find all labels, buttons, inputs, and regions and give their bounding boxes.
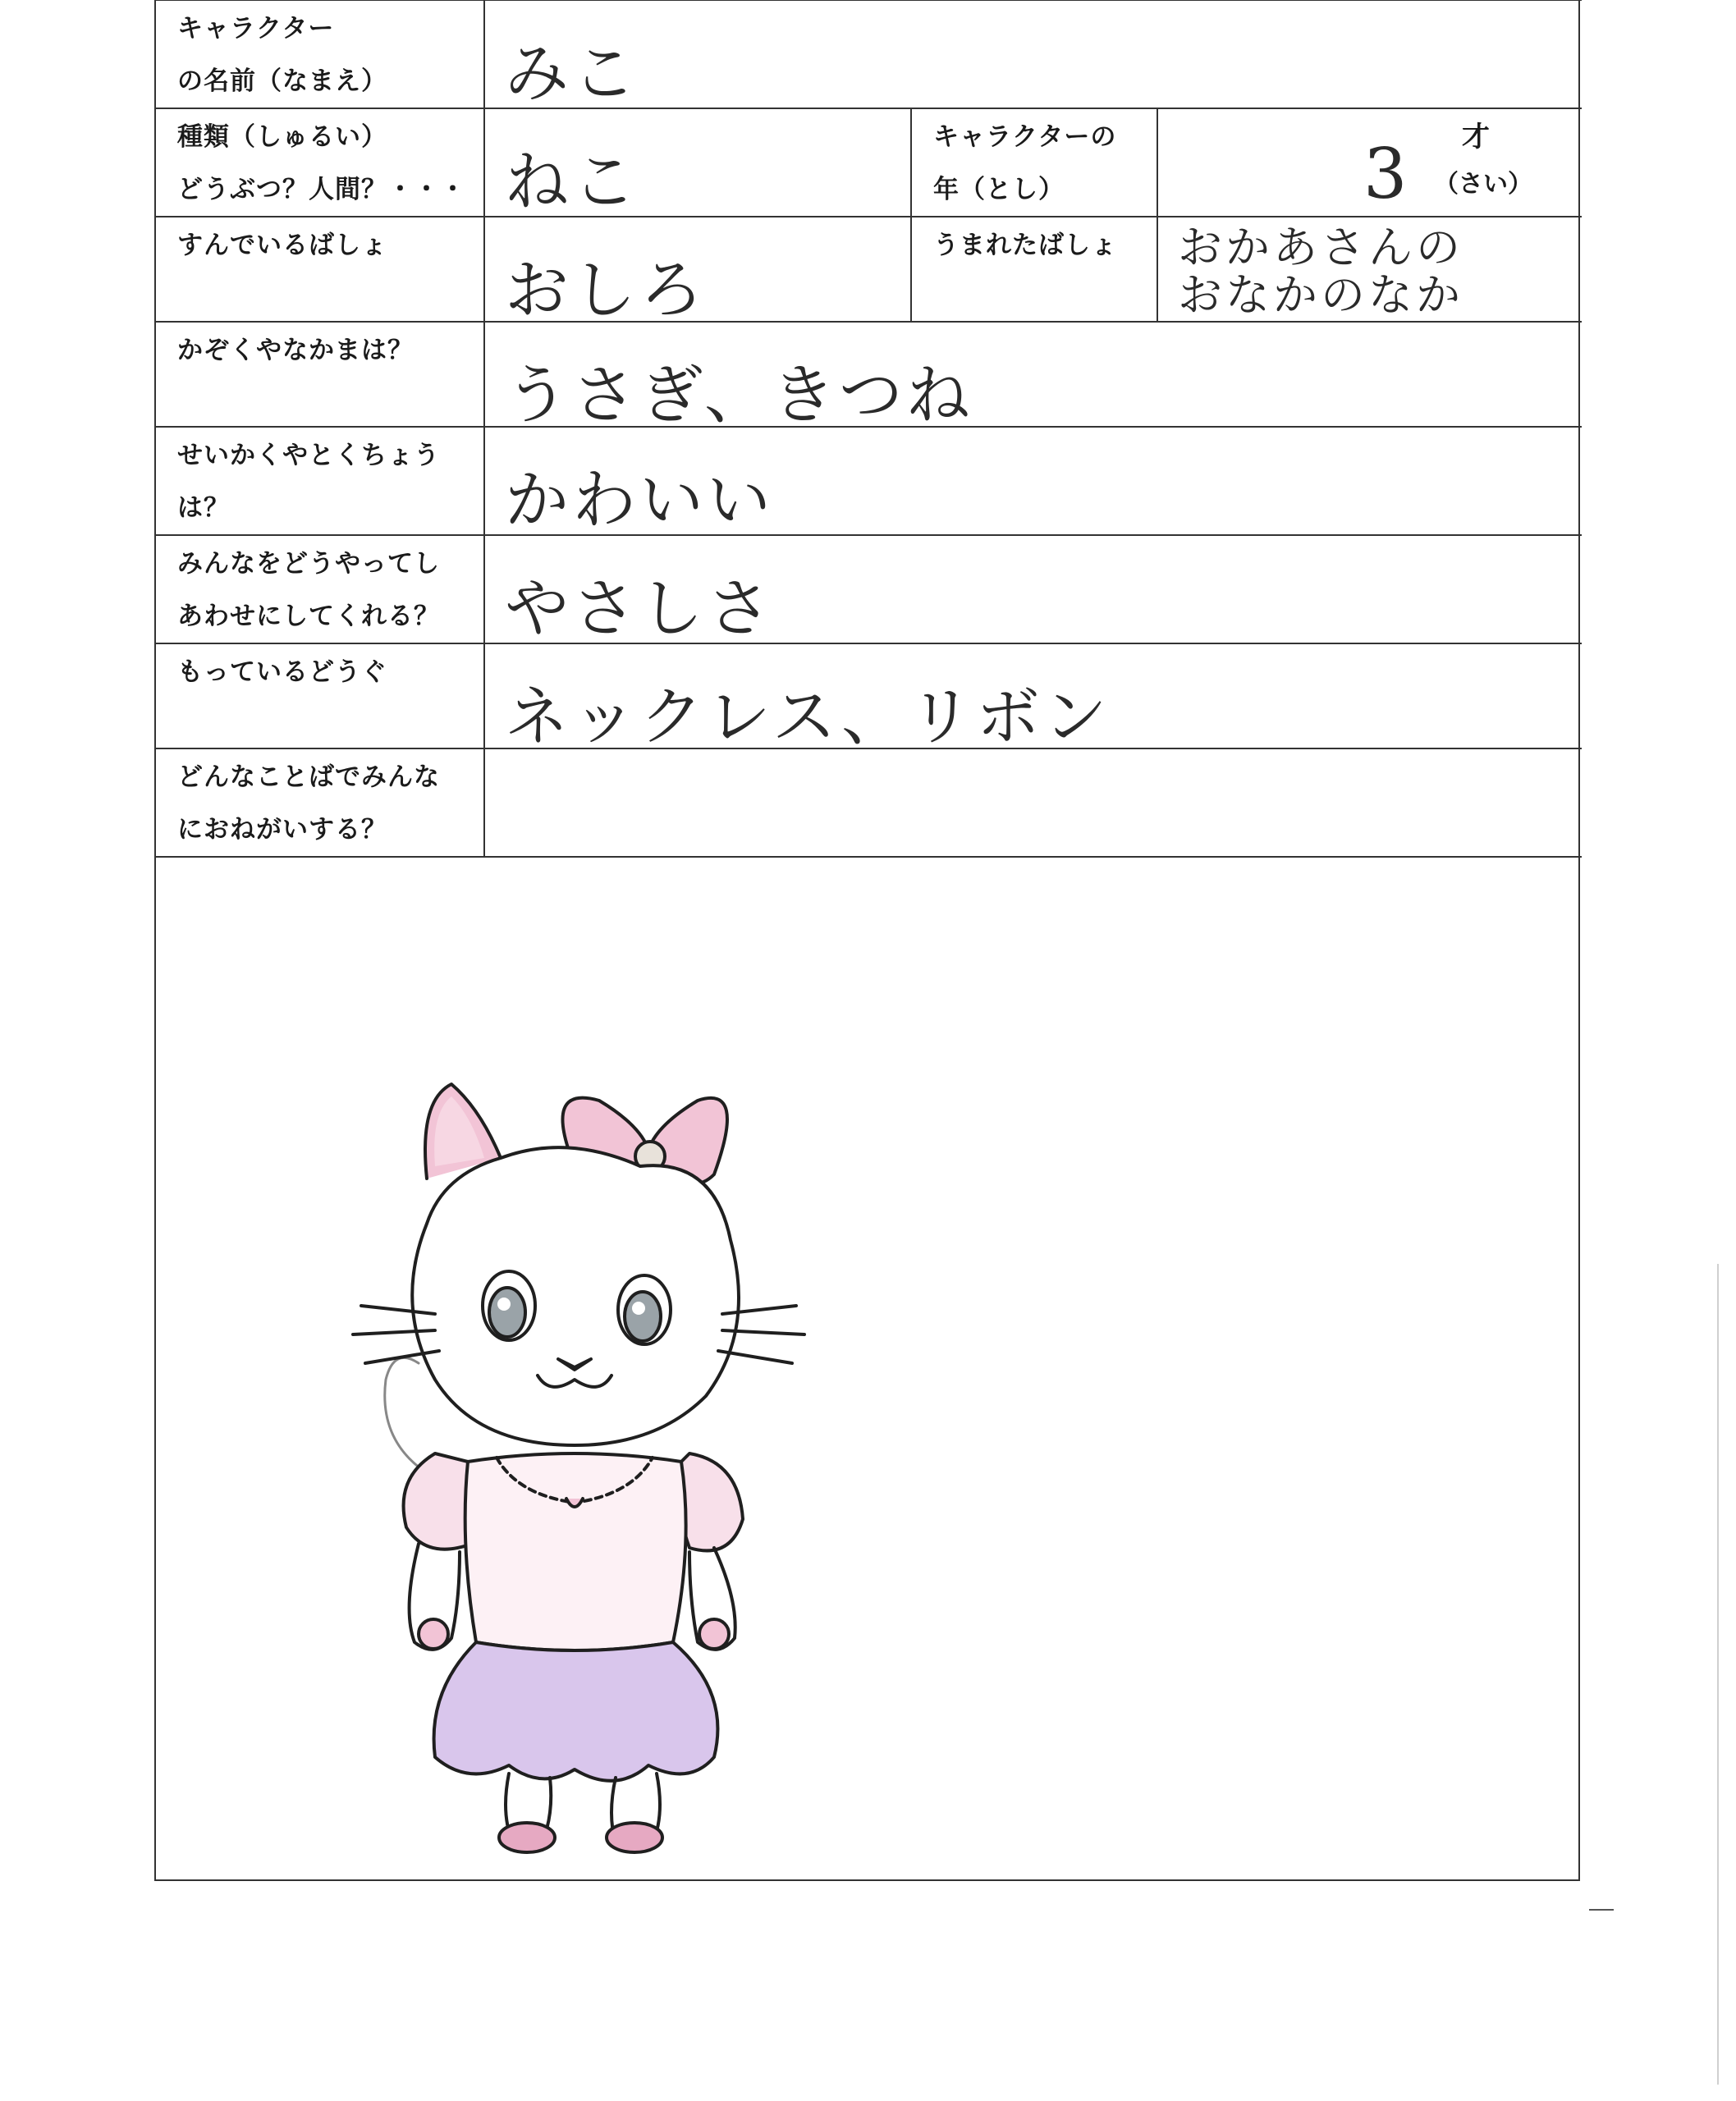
age-value: 3 [1363, 134, 1408, 214]
label-personality: せいかくやとくちょう は？ [177, 441, 440, 523]
scan-edge-line [1717, 1264, 1719, 2085]
form-row-family [156, 322, 1582, 427]
form-row-name [156, 1, 1582, 109]
answer-cell-happiness[interactable] [484, 535, 1582, 646]
answer-cell-residence[interactable] [484, 217, 911, 327]
answer-cell-age[interactable] [1157, 108, 1582, 217]
answer-cell-name[interactable] [484, 1, 1582, 109]
age-unit: 才 [1462, 121, 1490, 153]
drawing-area [156, 867, 1578, 1881]
label-age: キャラクターの 年（とし） [933, 122, 1117, 204]
character-worksheet [154, 0, 1580, 1881]
answer-happiness: やさしさ [505, 572, 775, 646]
label-cell-age [911, 108, 1157, 217]
answer-cell-family[interactable] [484, 322, 1582, 433]
answer-cell-birthplace[interactable] [1157, 217, 1582, 322]
form-row-happiness [156, 535, 1582, 643]
label-family: かぞくやなかまは？ [177, 336, 414, 365]
label-cell-residence [156, 217, 484, 322]
label-cell-family [156, 322, 484, 427]
answer-species: ねこ [505, 145, 640, 219]
scan-edge-mark [1589, 1909, 1614, 1911]
answer-family: うさぎ、きつね [505, 359, 973, 433]
character-form-table [156, 0, 1582, 858]
label-residence: すんでいるばしょ [177, 231, 387, 260]
cat-character-drawing [328, 1035, 952, 1856]
answer-name: みこ [505, 37, 640, 111]
answer-residence: おしろ [505, 254, 708, 327]
label-happiness: みんなをどうやってし あわせにしてくれる？ [177, 549, 440, 631]
answer-cell-request[interactable] [484, 748, 1582, 857]
label-cell-request [156, 748, 484, 857]
label-request: どんなことばでみんな におねがいする？ [177, 762, 440, 845]
label-cell-name [156, 1, 484, 109]
label-birthplace: うまれたばしょ [933, 231, 1117, 260]
label-cell-happiness [156, 535, 484, 643]
label-name: キャラクター の名前（なまえ） [177, 14, 387, 96]
label-cell-personality [156, 427, 484, 535]
form-row-personality [156, 427, 1582, 535]
label-cell-tools [156, 643, 484, 748]
age-reading: （さい） [1434, 170, 1532, 199]
answer-birthplace: おかあさんの おなかのなか [1178, 222, 1463, 321]
answer-personality: かわいい [505, 464, 775, 538]
answer-cell-tools[interactable] [484, 643, 1582, 754]
label-tools: もっているどうぐ [177, 657, 387, 687]
answer-tools: ネックレス、リボン [505, 680, 1111, 754]
label-species: 種類（しゅるい） どうぶつ？人間？・・・ [177, 122, 466, 204]
label-cell-birthplace [911, 217, 1157, 322]
answer-cell-personality[interactable] [484, 427, 1582, 538]
form-row-request [156, 748, 1582, 857]
form-row-tools [156, 643, 1582, 748]
form-row-residence [156, 217, 1582, 322]
answer-cell-species[interactable] [484, 108, 911, 217]
form-row-species [156, 108, 1582, 217]
label-cell-species [156, 108, 484, 217]
